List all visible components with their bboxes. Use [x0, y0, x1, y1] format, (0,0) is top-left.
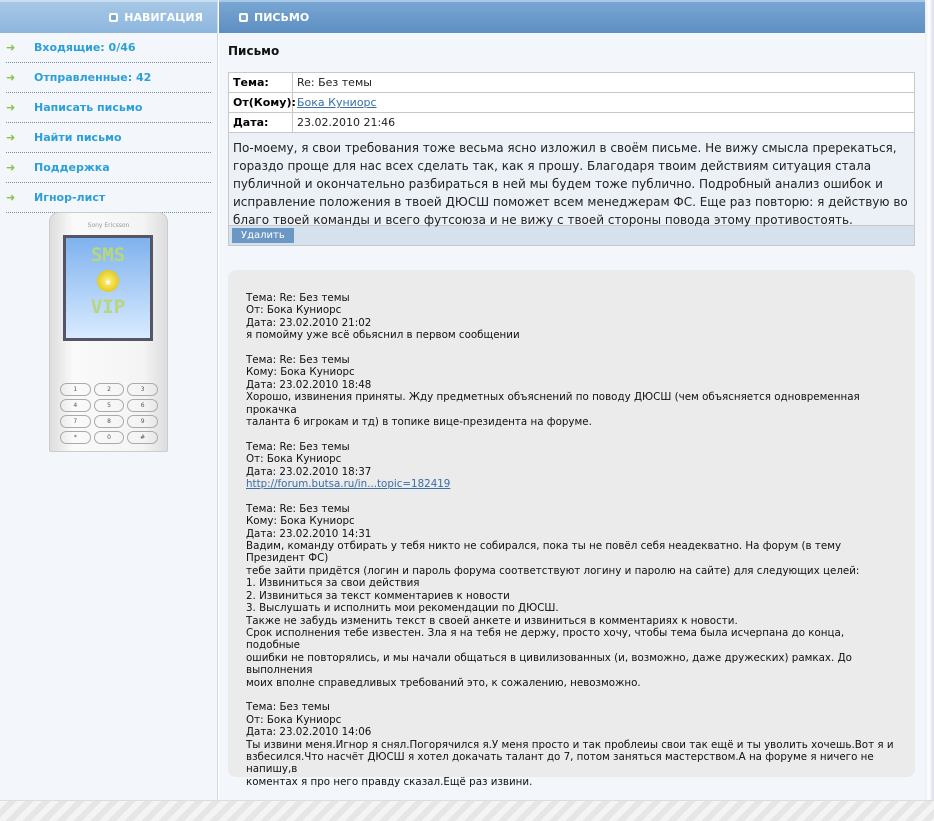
subject-value: Re: Без темы [297, 76, 372, 89]
footer-strip [0, 800, 934, 821]
date-label: Дата: [229, 113, 293, 132]
arrow-right-icon: ➜ [6, 71, 16, 84]
arrow-right-icon: ➜ [6, 101, 16, 114]
history-entry: Тема: Re: Без темы Кому: Бока Куниорс Дата: 23.02.2010 18:48 Хорошо, извинения приняты. Жду предметных объяснений по поводу ДЮСШ (чем объясняется одновременная прокачка таланта 6 игрокам и тд) в топике вице-президента на форуме. [246, 354, 860, 429]
arrow-right-icon: ➜ [6, 131, 16, 144]
banner-brand: Sony Ericsson [87, 222, 130, 229]
date-value: 23.02.2010 21:46 [297, 116, 396, 129]
message-card [228, 72, 915, 246]
history-entry: Тема: Без темы От: Бока Куниорс Дата: 23.02.2010 14:06 Ты извини меня.Игнор я снял.Погорячился я.У меня просто и так проблеиы свои так ещё и ты уволить хочешь.Вот я и взбесился.Что насчёт ДЮСШ я хотел докачать талант до 7, потом заняться мастерством.А на форуме я ничего не напишу,в коментах я про него правду сказал.Ещё раз извини. [246, 701, 894, 788]
sms-vip-banner[interactable] [49, 212, 168, 452]
page-edge [925, 0, 934, 800]
star-icon: ★ [97, 270, 119, 292]
collapse-icon[interactable] [109, 13, 118, 22]
sidebar-item-ignore-list[interactable]: ➜ Игнор-лист [6, 183, 211, 213]
sidebar-item-sent[interactable]: ➜ Отправленные: 42 [6, 63, 211, 93]
sidebar-item-compose[interactable]: ➜ Написать письмо [6, 93, 211, 123]
forum-link[interactable]: http://forum.butsa.ru/in...topic=182419 [246, 478, 451, 491]
subject-label: Тема: [229, 73, 293, 92]
history-entry: Тема: Re: Без темы Кому: Бока Куниорс Дата: 23.02.2010 14:31 Вадим, команду отбирать у тебя никто не собирался, пока ты не повёл себя неадекватно. На форум (в тему Президент ФС) тебе зайти придётся (логин и пароль форума соответствуют логину и паролю на сайте) для следующих целей: 1. Извиниться за свои действия 2. Извиниться за текст комментариев к новости 3. Выслушать и исполнить мои рекомендации по ДЮСШ. Также не забудь изменить текст в своей анкете и извиниться в комментариях к новости. Срок исполнения тебе известен. Зла я на тебя не держу, просто хочу, чтобы тема была исчерпана до конца, подобные ошибки не повторялись, и мы начали общаться в цивилизованных (и, возможно, даже дружеских) рамках. До выполнения моих вполне справедливых требований это, к сожалению, невозможно. [246, 502, 860, 689]
history-entry: Тема: Re: Без темы От: Бока Куниорс Дата: 23.02.2010 18:37 http://forum.butsa.ru/in...topic=182419 [246, 440, 451, 491]
message-history [228, 270, 915, 788]
main-header: ПИСЬМО [219, 0, 925, 33]
main-panel [219, 0, 925, 800]
sidebar-item-support[interactable]: ➜ Поддержка [6, 153, 211, 183]
arrow-right-icon: ➜ [6, 191, 16, 204]
collapse-icon[interactable] [239, 13, 248, 22]
page-title: Письмо [228, 44, 280, 58]
sidebar [0, 0, 218, 800]
sidebar-item-search[interactable]: ➜ Найти письмо [6, 123, 211, 153]
phone-keypad: 1 2 3 4 5 6 7 8 9 * 0 # [60, 383, 158, 444]
arrow-right-icon: ➜ [6, 41, 16, 54]
sidebar-item-inbox[interactable]: ➜ Входящие: 0/46 [6, 33, 211, 63]
from-label: От(Кому): [229, 93, 293, 112]
message-body: По-моему, я свои требования тоже весьма ясно изложил в своём письме. Не вижу смысла пререкаться, гораздо проще для нас всех сделать так, как я прошу. Благодаря твоим действиям ситуация стала публичной и окончательно разбираться в ней мы будем тоже публично. Подробный анализ ошибок и исправление положения в твоей ДЮСШ поможет всем менеджерам ФС. Еще раз повторю: я действую во благо твоей команды и всего футсоюза и не вижу с твоей стороны повода этому противостоять. [229, 133, 914, 226]
sidebar-header: НАВИГАЦИЯ [0, 0, 217, 33]
history-entry: Тема: Re: Без темы От: Бока Куниорс Дата: 23.02.2010 21:02 я помойму уже всё обьяснил в первом сообщении [246, 292, 520, 342]
sender-link[interactable]: Бока Куниорс [297, 96, 377, 109]
banner-screen: SMS ★ VIP [63, 235, 153, 341]
delete-button[interactable]: Удалить [232, 228, 294, 243]
arrow-right-icon: ➜ [6, 161, 16, 174]
